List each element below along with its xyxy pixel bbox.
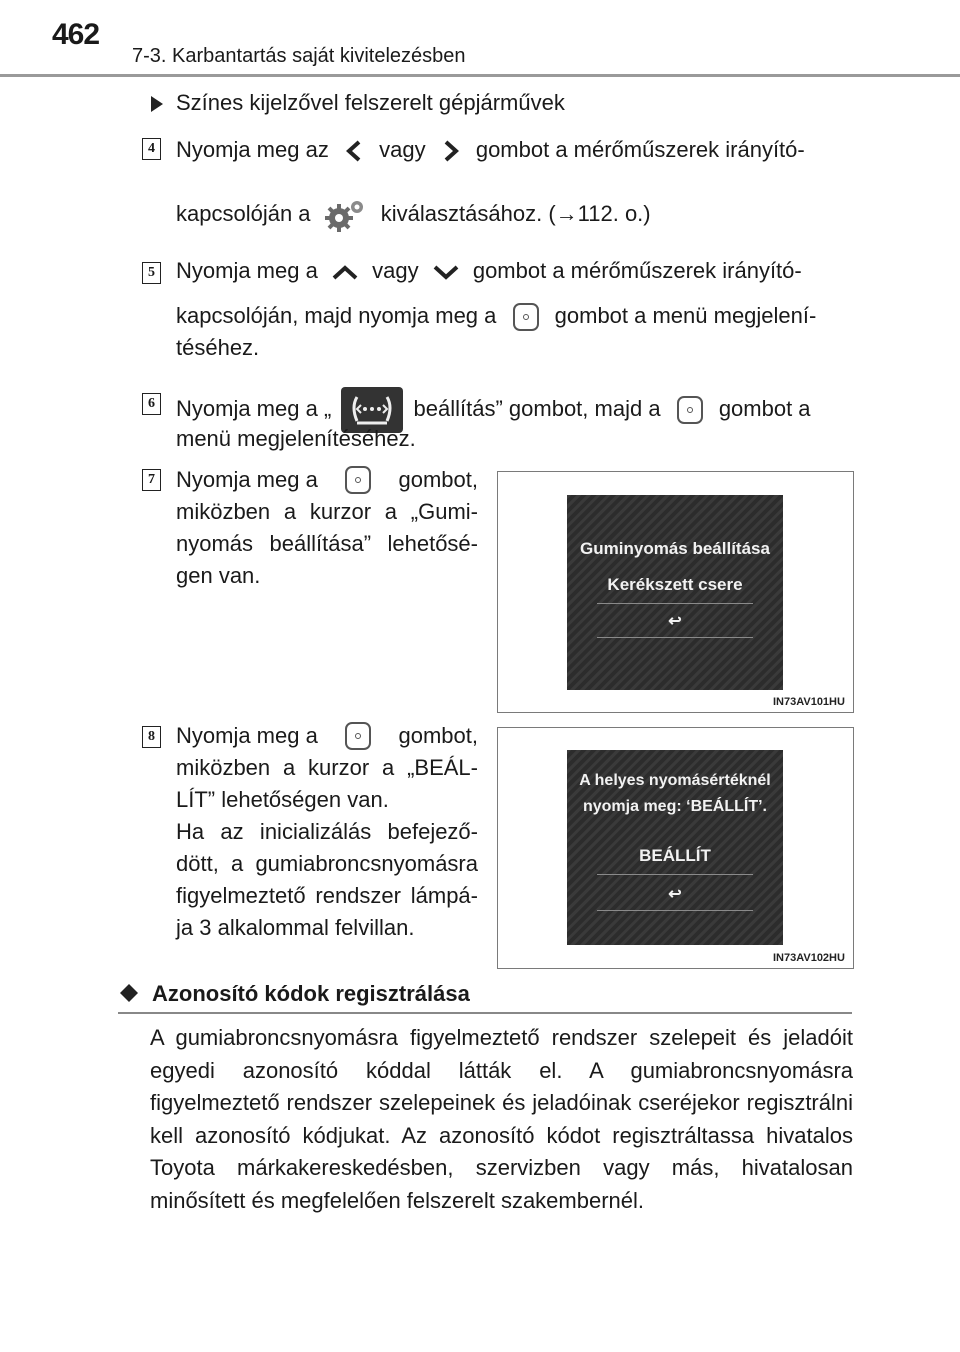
step-text: gombot a (718, 395, 811, 421)
step-text: ja 3 alkalommal felvillan. (176, 915, 415, 940)
step-text: miközben a kurzor a „BEÁL- (176, 755, 478, 780)
ok-button-icon (677, 396, 703, 424)
up-chevron-icon (324, 261, 366, 283)
step-7-text (176, 464, 478, 592)
step-text: miközben a kurzor a „Gumi- (176, 499, 478, 524)
back-arrow-icon: ↩ (668, 886, 682, 903)
screen-option: Kerékszett csere (607, 575, 743, 594)
figure-2 (497, 727, 854, 969)
subsection-title: Azonosító kódok regisztrálása (152, 981, 470, 1006)
step-number: 4 (142, 138, 161, 160)
step-text: figyelmeztető rendszer lámpá- (176, 883, 478, 908)
step-text: dött, a gumiabroncsnyomásra (176, 851, 478, 876)
subsection-rule (118, 1012, 852, 1014)
step-text: Nyomja meg az (176, 137, 329, 162)
step-5-line-2 (176, 300, 816, 332)
ok-button-icon (345, 466, 371, 494)
triangle-bullet-icon (151, 96, 163, 112)
header-rule (0, 74, 960, 77)
step-text: Nyomja meg a (176, 723, 318, 748)
step-text: gen van. (176, 563, 261, 588)
figure-1 (497, 471, 854, 713)
right-chevron-icon (432, 138, 470, 164)
step-number: 7 (142, 469, 161, 491)
step-8-rest-2 (176, 816, 478, 912)
step-text: kapcsolóján, majd nyomja meg a (176, 303, 497, 328)
ok-button-icon (513, 303, 539, 331)
step-text: gombot a mérőműszerek irányító- (475, 137, 805, 162)
step-text: vagy (379, 137, 426, 162)
step-text: vagy (372, 258, 419, 283)
display-screen (567, 750, 783, 945)
step-text: LÍT” lehetőségen van. (176, 787, 389, 812)
screen-option: BEÁLLÍT (639, 846, 711, 865)
step-8-rest (176, 752, 478, 784)
step-number: 6 (142, 393, 161, 415)
screen-divider (597, 910, 753, 911)
step-text: gombot, (398, 467, 478, 492)
figure-code: IN73AV102HU (773, 952, 845, 964)
step-text: Ha az inicializálás befejező- (176, 819, 478, 844)
screen-divider (597, 603, 753, 604)
screen-divider (597, 637, 753, 638)
section-title: 7-3. Karbantartás saját kivitelezésben (132, 45, 466, 67)
step-text: Nyomja meg a (176, 258, 318, 283)
diamond-bullet-icon (120, 984, 138, 1002)
screen-message-2: nyomja meg: ‘BEÁLLÍT’. (582, 798, 767, 815)
screen-divider (597, 874, 753, 875)
step-text: Nyomja meg a (176, 467, 318, 492)
ok-button-icon (345, 722, 371, 750)
step-text: kapcsolóján a (176, 200, 311, 226)
left-chevron-icon (335, 138, 373, 164)
step-text: nyomás beállítása” lehetősé- (176, 531, 478, 556)
step-text: beállítás” gombot, majd a (413, 395, 661, 421)
step-text: gombot a menü megjelení- (554, 303, 817, 328)
screen-message-1: A helyes nyomásértéknél (579, 772, 771, 789)
step-text: gombot a mérőműszerek irányító- (472, 258, 802, 283)
step-number: 8 (142, 726, 161, 748)
step-4-line-2 (176, 196, 651, 234)
step-5-line-3: téséhez. (176, 335, 260, 360)
step-text: gombot, (398, 723, 478, 748)
page-number: 462 (52, 18, 100, 51)
step-number: 5 (142, 262, 161, 284)
intro-text: Színes kijelzővel felszerelt gépjárművek (176, 90, 565, 115)
back-arrow-icon: ↩ (668, 613, 682, 630)
step-text: Nyomja meg a „ (176, 395, 332, 421)
step-4-line-1 (176, 134, 856, 166)
step-5-line-1 (176, 255, 856, 287)
subsection-paragraph: A gumiabroncsnyomásra figyelmeztető rendszer szelepeit és jeladóit egyedi azonosító kóddal látták el. A gumiabroncsnyomásra figyelmeztető rendszer szelepeinek és jeladóinak cseréjekor regisztrálni kell azonosító kódjukat. Az azonosító kódot regisztráltassa hivatalos Toyota márkakereskedésben, szervizben vagy más, hivatalosan minősített és megfelelően felszerelt szakembernél. (150, 1025, 853, 1213)
step-8-text (176, 720, 478, 944)
screen-title: Guminyomás beállítása (580, 539, 770, 558)
display-screen (567, 495, 783, 690)
down-chevron-icon (425, 261, 467, 283)
step-6-line-2: menü megjelenítéséhez. (176, 426, 416, 451)
figure-code: IN73AV101HU (773, 696, 845, 708)
settings-gears-icon (317, 196, 375, 234)
step-text: kiválasztásához. (→112. o.) (380, 200, 651, 226)
step-7-rest (176, 496, 478, 560)
